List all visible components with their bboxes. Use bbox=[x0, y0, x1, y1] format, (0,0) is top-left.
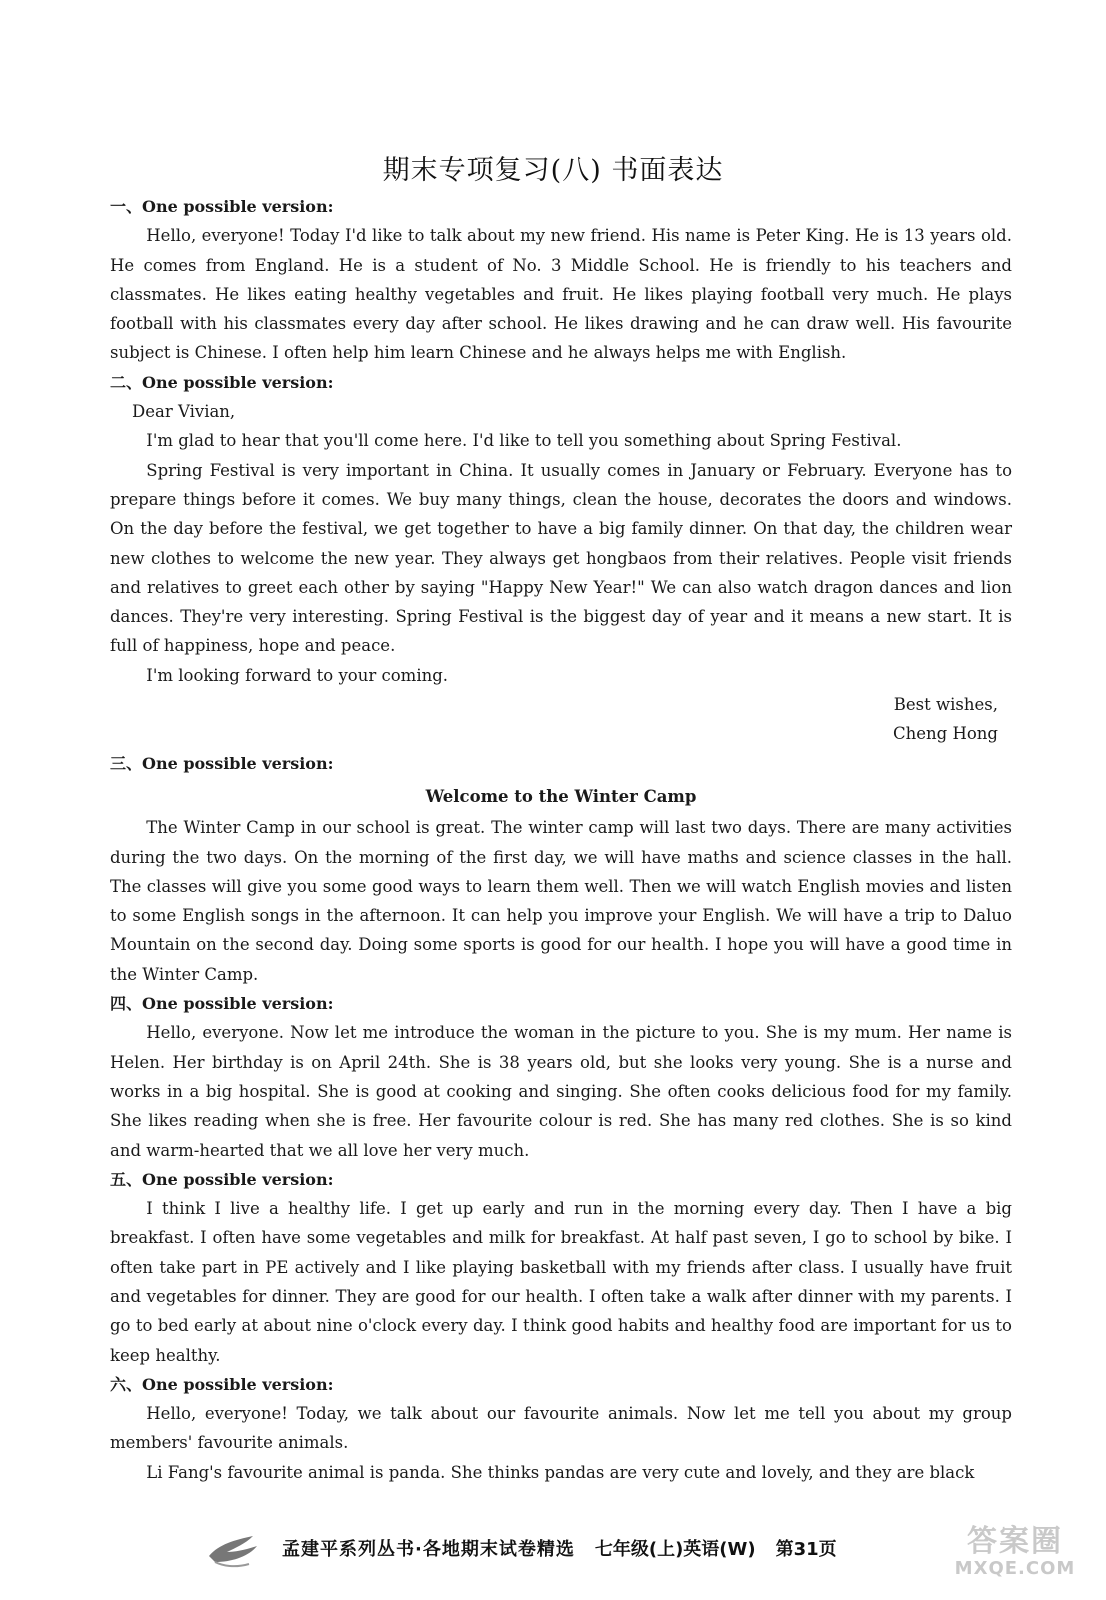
watermark-text: 答案圈 bbox=[967, 1524, 1063, 1559]
answer-content bbox=[110, 192, 1012, 1487]
section-6 bbox=[110, 1370, 1012, 1487]
letter-signature: Cheng Hong bbox=[893, 724, 998, 744]
section-heading: 二、One possible version: bbox=[110, 372, 334, 392]
section-3 bbox=[110, 749, 1012, 989]
page-title: 期末专项复习(八) 书面表达 bbox=[382, 155, 724, 186]
paragraph: Hello, everyone! Today, we talk about our favourite animals. Now let me tell you about my group members' favourite animals. bbox=[110, 1404, 1012, 1453]
footer-grade: 七年级(上)英语(W) bbox=[594, 1539, 756, 1560]
section-heading: 五、One possible version: bbox=[110, 1169, 334, 1189]
letter-greeting: Dear Vivian, bbox=[132, 402, 236, 422]
section-2 bbox=[110, 368, 1012, 749]
section-5 bbox=[110, 1165, 1012, 1370]
paragraph: Hello, everyone! Today I'd like to talk about my new friend. His name is Peter King. He is 13 years old. He comes from England. He is a student of No. 3 Middle School. He is friendly to his teachers and classmates. He likes eating healthy vegetables and fruit. He likes playing football very much. He plays football with his classmates every day after school. He likes drawing and he can draw well. His favourite subject is Chinese. I often help him learn Chinese and he always helps me with English. bbox=[110, 226, 1012, 363]
paragraph: I'm looking forward to your coming. bbox=[146, 665, 449, 685]
section-1 bbox=[110, 192, 1012, 368]
section-heading: 六、One possible version: bbox=[110, 1374, 334, 1394]
section-heading: 一、One possible version: bbox=[110, 197, 334, 216]
section-4 bbox=[110, 989, 1012, 1165]
footer-page-number: 第31页 bbox=[775, 1539, 837, 1560]
essay-title: Welcome to the Winter Camp bbox=[425, 786, 697, 806]
watermark-url: MXQE.COM bbox=[954, 1558, 1076, 1579]
watermark bbox=[940, 1526, 1090, 1586]
letter-closing: Best wishes, bbox=[893, 695, 998, 715]
paragraph: The Winter Camp in our school is great. The winter camp will last two days. There are many activities during the two days. On the morning of the first day, we will have maths and science classes in the hall. The classes will give you some good ways to learn them well. Then we will watch English movies and listen to some English songs in the afternoon. It can help you improve your English. We will have a trip to Daluo Mountain on the second day. Doing some sports is good for our health. I hope you will have a good time in the Winter Camp. bbox=[110, 818, 1012, 984]
footer-series: 孟建平系列丛书·各地期末试卷精选 bbox=[282, 1539, 575, 1560]
paragraph: I think I live a healthy life. I get up early and run in the morning every day. Then I have a big breakfast. I often have some vegetables and milk for breakfast. At half past seven, I go to school by bike. I often take part in PE actively and I like playing basketball with my friends after class. I usually have fruit and vegetables for dinner. They are good for our health. I often take a walk after dinner with my parents. I go to bed early at about nine o'clock every day. I think good habits and healthy food are important for us to keep healthy. bbox=[110, 1199, 1012, 1365]
page-footer bbox=[200, 1528, 960, 1568]
section-heading: 三、One possible version: bbox=[110, 753, 334, 773]
paragraph: Spring Festival is very important in China. It usually comes in January or February. Everyone has to prepare things before it comes. We buy many things, clean the house, decorates the doors and windows. On the day before the festival, we get together to have a big family dinner. On that day, the children wear new clothes to welcome the new year. They always get hongbaos from their relatives. People visit friends and relatives to greet each other by saying "Happy New Year!" We can also watch dragon dances and lion dances. They're very interesting. Spring Festival is the biggest day of year and it means a new start. It is full of happiness, hope and peace. bbox=[110, 460, 1012, 656]
paragraph: Li Fang's favourite animal is panda. She thinks pandas are very cute and lovely, and they are black bbox=[146, 1462, 975, 1482]
paragraph: I'm glad to hear that you'll come here. I'd like to tell you something about Spring Festival. bbox=[146, 431, 902, 451]
section-heading: 四、One possible version: bbox=[110, 994, 334, 1014]
paragraph: Hello, everyone. Now let me introduce the woman in the picture to you. She is my mum. Her name is Helen. Her birthday is on April 24th. She is 38 years old, but she looks very young. She is a nurse and works in a big hospital. She is good at cooking and singing. She often cooks delicious food for my family. She likes reading when she is free. Her favourite colour is red. She has many red clothes. She is so kind and warm-hearted that we all love her very much. bbox=[110, 1023, 1012, 1160]
